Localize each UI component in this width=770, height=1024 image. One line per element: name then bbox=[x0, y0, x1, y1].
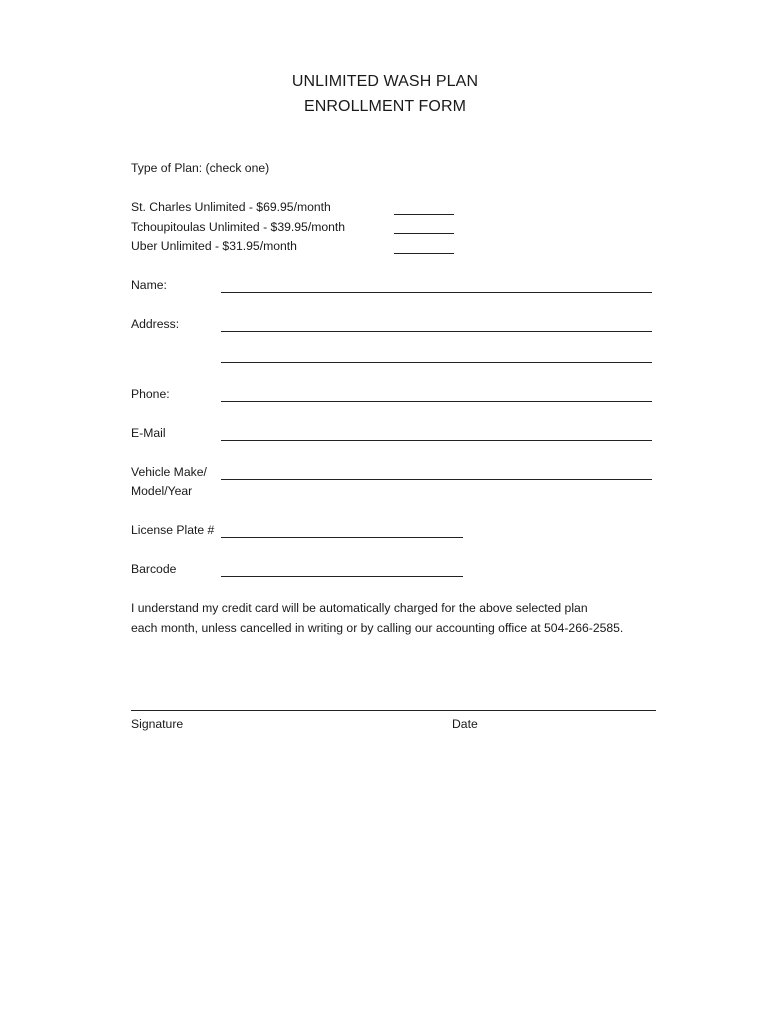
address-field-line2[interactable] bbox=[221, 362, 652, 363]
name-label: Name: bbox=[131, 278, 167, 292]
name-field[interactable] bbox=[221, 292, 652, 293]
form-title-line1: UNLIMITED WASH PLAN bbox=[291, 73, 479, 90]
plan-option-st-charles-checkline[interactable] bbox=[394, 214, 454, 215]
form-title-line2: ENROLLMENT FORM bbox=[303, 98, 467, 115]
plan-option-uber-label: Uber Unlimited - $31.95/month bbox=[131, 239, 297, 253]
plan-option-tchoupitoulas-label: Tchoupitoulas Unlimited - $39.95/month bbox=[131, 220, 346, 234]
plan-option-st-charles-label: St. Charles Unlimited - $69.95/month bbox=[131, 200, 331, 214]
phone-label: Phone: bbox=[131, 387, 170, 401]
vehicle-label-line1: Vehicle Make/ bbox=[131, 465, 207, 479]
plan-option-uber-checkline[interactable] bbox=[394, 253, 454, 254]
address-label: Address: bbox=[131, 317, 180, 331]
barcode-label: Barcode bbox=[131, 562, 177, 576]
plan-option-tchoupitoulas-checkline[interactable] bbox=[394, 233, 454, 234]
vehicle-field[interactable] bbox=[221, 479, 652, 480]
signature-label: Signature bbox=[131, 717, 184, 731]
license-plate-field[interactable] bbox=[221, 537, 463, 538]
email-field[interactable] bbox=[221, 440, 652, 441]
address-field-line1[interactable] bbox=[221, 331, 652, 332]
email-label: E-Mail bbox=[131, 426, 166, 440]
license-plate-label: License Plate # bbox=[131, 523, 215, 537]
authorization-text-line2: each month, unless cancelled in writing or by calling our accounting office at 504-266-2585. bbox=[131, 621, 624, 635]
phone-field[interactable] bbox=[221, 401, 652, 402]
signature-date-line[interactable] bbox=[131, 710, 656, 711]
date-label: Date bbox=[452, 717, 478, 731]
plan-type-label: Type of Plan: (check one) bbox=[131, 161, 270, 175]
authorization-text-line1: I understand my credit card will be automatically charged for the above selected plan bbox=[131, 601, 588, 615]
vehicle-label-line2: Model/Year bbox=[131, 484, 193, 498]
barcode-field[interactable] bbox=[221, 576, 463, 577]
